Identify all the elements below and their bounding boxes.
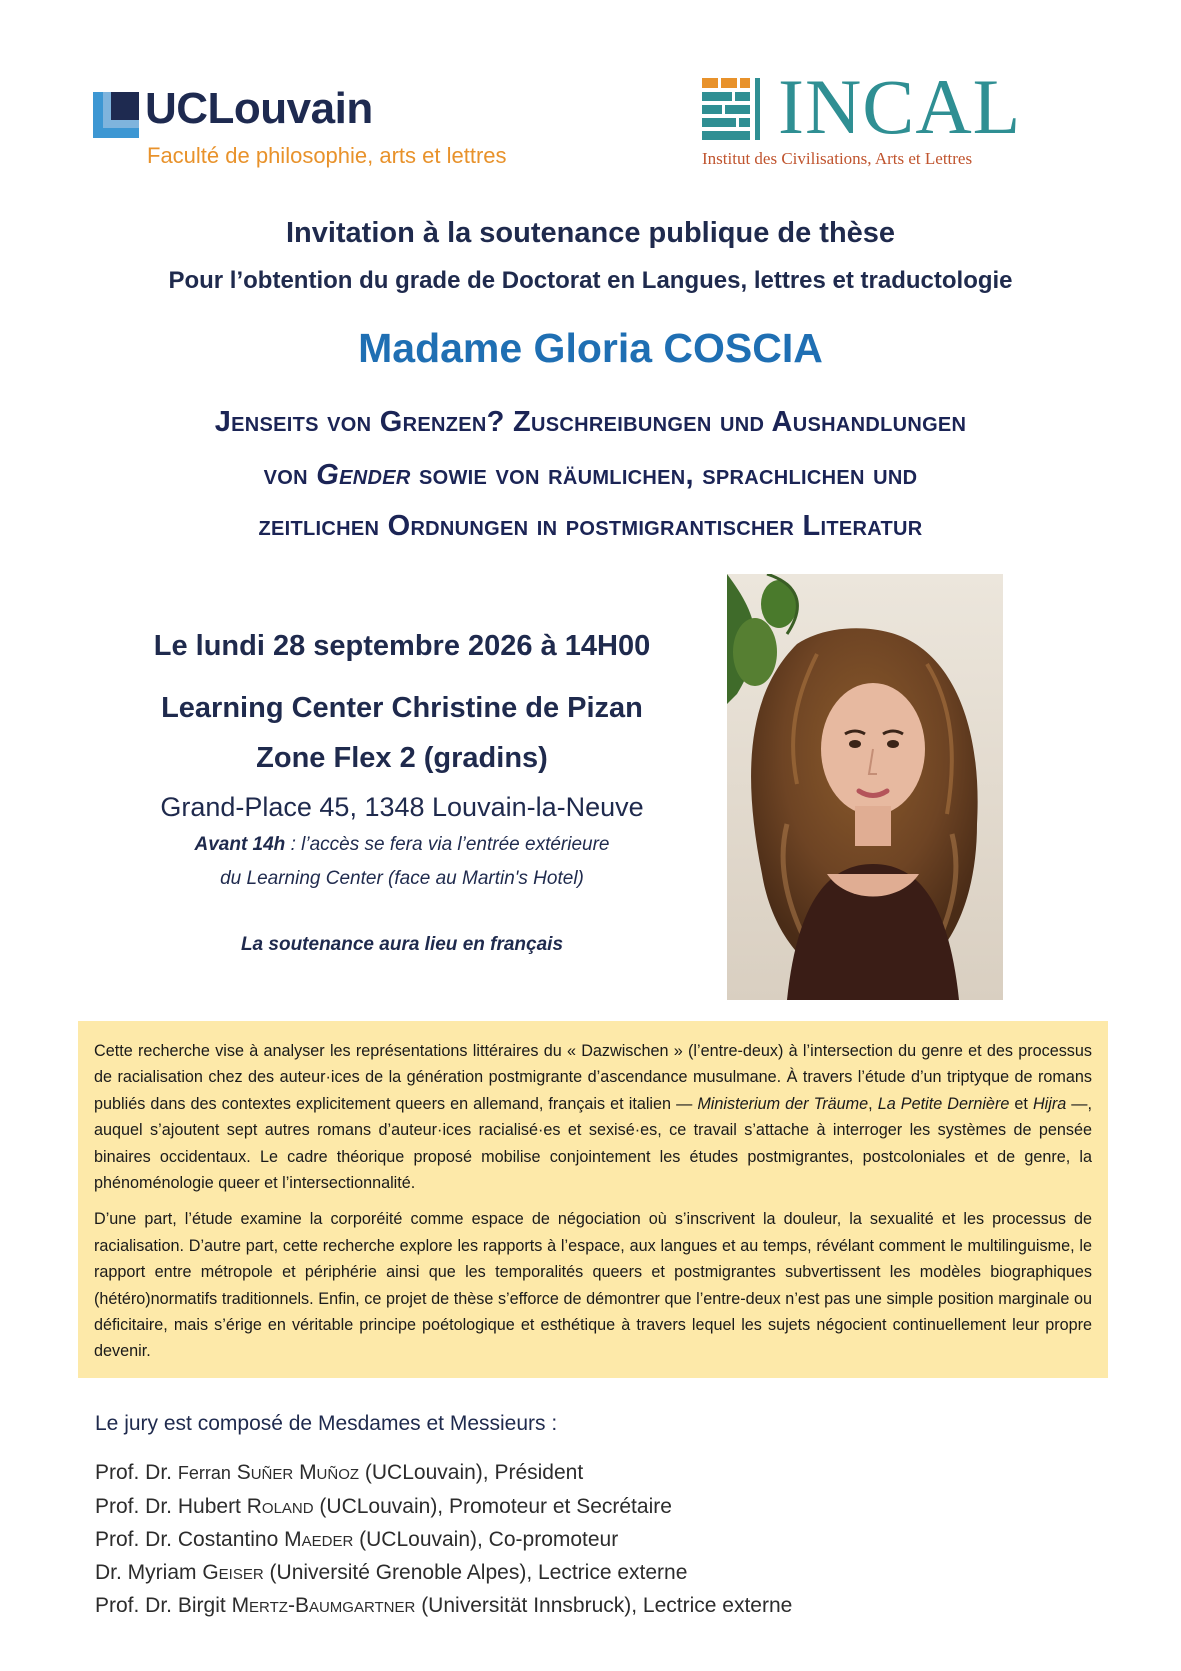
incal-subtitle: Institut des Civilisations, Arts et Lettres: [702, 149, 973, 168]
ucl-logo-name: UCLouvain: [145, 84, 373, 133]
abstract-paragraph-2: D’une part, l’étude examine la corporéité comme espace de négociation où s’inscrivent la douleur, la sexualité et les processus de racialisation. D’autre part, cette recherche explore les rapports à l’espace, aux langues et au temps, révélant comment le multilinguisme, le rapport entre métropole et périphérie ainsi que les temporalités queers et postmigrantes subvertissent les modèles biographiques (hétéro)normatifs traditionnels. Enfin, ce projet de thèse s’efforce de démontrer que l’entre-deux n’est pas une simple position marginale ou déficitaire, mais s’érige en véritable principe poétologique et esthétique à travers lequel les sujets négocient continuellement leur propre devenir.: [94, 1210, 1092, 1361]
venue-address: Grand-Place 45, 1348 Louvain-la-Neuve: [160, 792, 644, 822]
venue-name: Learning Center Christine de Pizan: [161, 692, 643, 724]
language-note: La soutenance aura lieu en français: [240, 934, 564, 955]
jury-member: Prof. Dr. Ferran Suñer Muñoz (UCLouvain), Président: [95, 1461, 584, 1484]
jury-member: Dr. Myriam Geiser (Université Grenoble Alpes), Lectrice externe: [95, 1561, 688, 1584]
invitation-heading: Invitation à la soutenance publique de thèse: [285, 217, 896, 249]
ucl-faculty-name: Faculté de philosophie, arts et lettres: [147, 143, 507, 168]
incal-stacked-bars-logo-icon: [702, 78, 760, 142]
event-date: Le lundi 28 septembre 2026 à 14H00: [153, 630, 651, 662]
candidate-name: Madame Gloria COSCIA: [358, 325, 823, 371]
jury-member: Prof. Dr. Costantino Maeder (UCLouvain), Co-promoteur: [95, 1528, 619, 1551]
thesis-title-emphasis: Gender: [316, 459, 411, 491]
access-note-line-2: du Learning Center (face au Martin's Hotel): [220, 868, 584, 889]
abstract-paragraph-1: Cette recherche vise à analyser les représentations littéraires du « Dazwischen » (l’entre-deux) à l’intersection du genre et des processus de racialisation chez des auteur·ices de la génération postmigrante d’ascendance musulmane. À travers l’étude d’un triptyque de romans publiés dans des contextes explicitement queers en allemand, français et italien — Ministerium der Träume, La Petite Dernière et Hijra —, auquel s’ajoutent sept autres romans d’auteur·ices racialisé·es et sexisé·es, ce travail s’attache à interroger les systèmes de pensée binaires occidentaux. Le cadre théorique proposé mobilise conjointement les études postmigrantes, postcoloniales et de genre, la phénoménologie queer et l’intersectionnalité.: [94, 1042, 1092, 1193]
degree-line: Pour l’obtention du grade de Doctorat en Langues, lettres et traductologie: [168, 267, 1013, 294]
thesis-title-line-1: Jenseits von Grenzen? Zuschreibungen und Aushandlungen: [214, 406, 967, 438]
jury-list: [95, 1456, 792, 1622]
ucl-square-logo-icon: [93, 92, 139, 138]
jury-member: Prof. Dr. Birgit Mertz-Baumgartner (Universität Innsbruck), Lectrice externe: [95, 1594, 793, 1617]
incal-logo-name: INCAL: [778, 63, 1022, 150]
candidate-portrait-photo: [727, 574, 1003, 1000]
venue-room: Zone Flex 2 (gradins): [256, 742, 548, 774]
thesis-title-line-3: zeitlichen Ordnungen in postmigrantischer Literatur: [258, 510, 923, 542]
jury-heading: Le jury est composé de Mesdames et Messieurs :: [95, 1412, 558, 1435]
thesis-title-line-2: von Gender sowie von räumlichen, sprachlichen und: [263, 459, 918, 491]
abstract-box: [78, 1021, 1108, 1378]
access-note-line-1: Avant 14h : l’accès se fera via l’entrée extérieure: [194, 834, 610, 855]
jury-member: Prof. Dr. Hubert Roland (UCLouvain), Promoteur et Secrétaire: [95, 1495, 672, 1518]
